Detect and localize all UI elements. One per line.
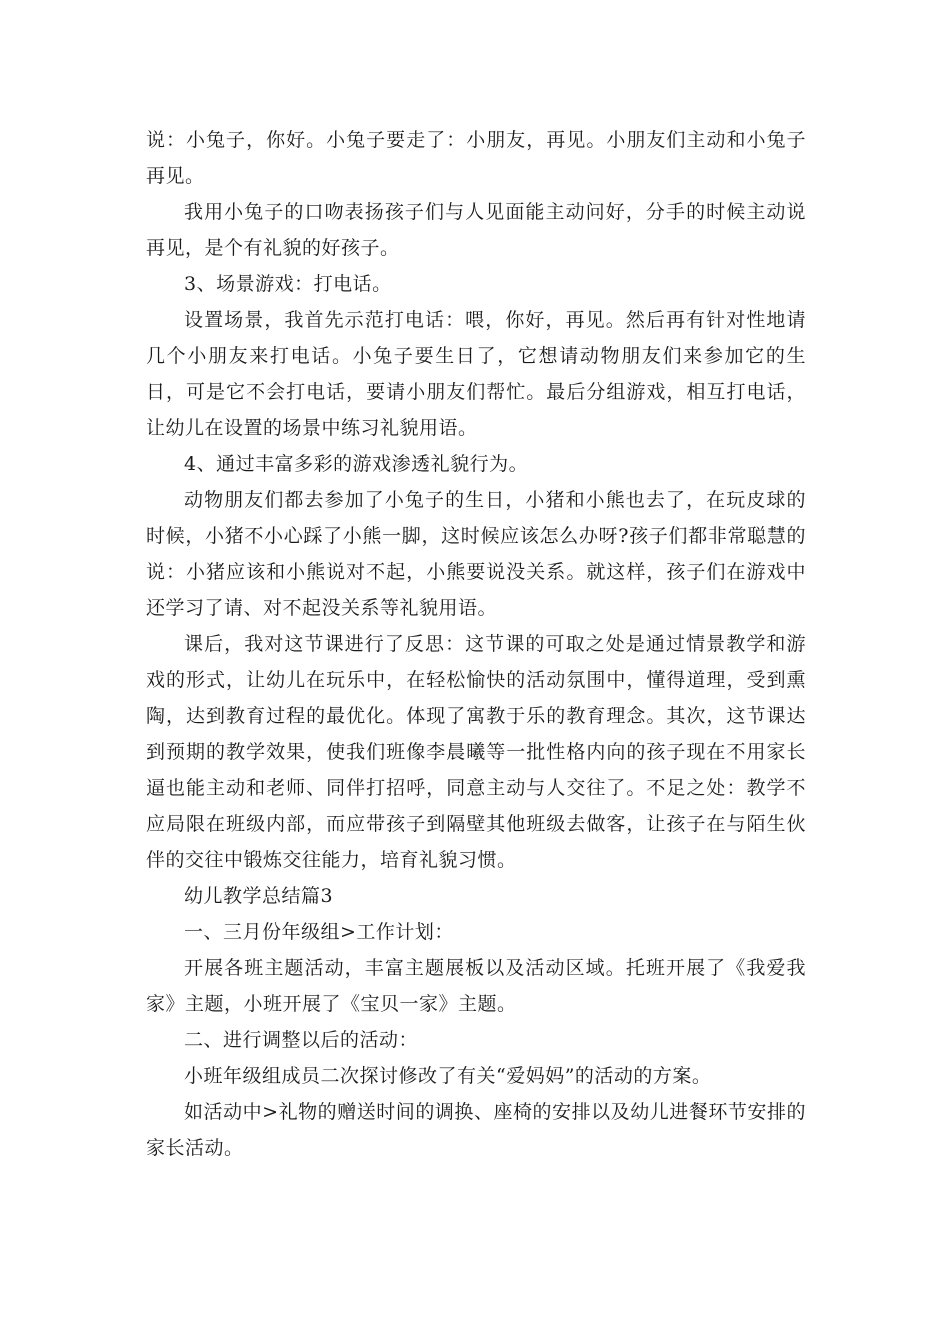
- section-heading: 3、场景游戏：打电话。: [184, 273, 392, 295]
- paragraph: 设置场景，我首先示范打电话：喂，你好，再见。然后再有针对性地请几个小朋友来打电话。小兔子要生日了，它想请动物朋友们来参加它的生日，可是它不会打电话，要请小朋友们帮忙。最后分组游戏，相互打电话，让幼儿在设置的场景中练习礼貌用语。: [146, 309, 806, 439]
- paragraph: 课后，我对这节课进行了反思：这节课的可取之处是通过情景教学和游戏的形式，让幼儿在玩乐中，在轻松愉快的活动氛围中，懂得道理，受到熏陶，达到教育过程的最优化。体现了寓教于乐的教育理念。其次，这节课达到预期的教学效果，使我们班像李晨曦等一批性格内向的孩子现在不用家长逼也能主动和老师、同伴打招呼，同意主动与人交往了。不足之处：教学不应局限在班级内部，而应带孩子到隔壁其他班级去做客，让孩子在与陌生伙伴的交往中锻炼交往能力，培育礼貌习惯。: [146, 633, 806, 871]
- section-heading: 二、进行调整以后的活动：: [184, 1029, 419, 1051]
- section-heading: 4、通过丰富多彩的游戏渗透礼貌行为。: [184, 453, 529, 475]
- paragraph: 说：小兔子，你好。小兔子要走了：小朋友，再见。小朋友们主动和小兔子再见。: [146, 129, 806, 187]
- paragraph: 开展各班主题活动，丰富主题展板以及活动区域。托班开展了《我爱我家》主题，小班开展了《宝贝一家》主题。: [146, 957, 806, 1015]
- section-heading: 一、三月份年级组>工作计划：: [184, 921, 454, 943]
- document-body: [146, 122, 806, 1166]
- paragraph: 我用小兔子的口吻表扬孩子们与人见面能主动问好，分手的时候主动说再见，是个有礼貌的好孩子。: [146, 201, 806, 259]
- paragraph: 动物朋友们都去参加了小兔子的生日，小猪和小熊也去了，在玩皮球的时候，小猪不小心踩了小熊一脚，这时候应该怎么办呀?孩子们都非常聪慧的说：小猪应该和小熊说对不起，小熊要说没关系。就这样，孩子们在游戏中还学习了请、对不起没关系等礼貌用语。: [146, 489, 806, 619]
- paragraph: 小班年级组成员二次探讨修改了有关“爱妈妈”的活动的方案。: [184, 1065, 712, 1087]
- article-title: 幼儿教学总结篇3: [184, 885, 334, 907]
- paragraph: 如活动中>礼物的赠送时间的调换、座椅的安排以及幼儿进餐环节安排的家长活动。: [146, 1101, 806, 1159]
